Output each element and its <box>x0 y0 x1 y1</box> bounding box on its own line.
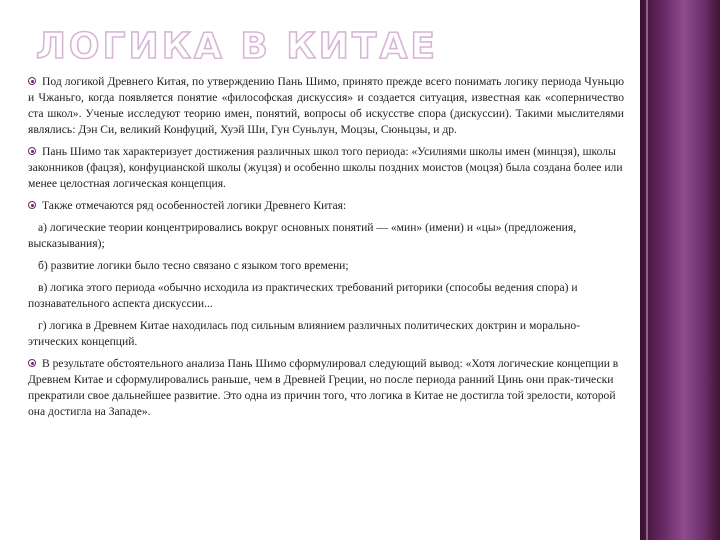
sub-item-c <box>28 280 624 312</box>
sub-item-a-text: а) логические теории концентрировались вокруг основных понятий — «мин» (имени) и «цы» (предложения, высказывания); <box>28 221 577 250</box>
sub-item-b-text: б) развитие логики было тесно связано с языком того времени; <box>38 259 349 272</box>
bullet-icon <box>28 147 36 155</box>
sub-item-d <box>28 318 624 350</box>
sub-item-a <box>28 220 624 252</box>
bullet-icon <box>28 359 36 367</box>
sub-item-b <box>28 258 368 274</box>
paragraph-1-text: Под логикой Древнего Китая, по утверждению Пань Шимо, принято прежде всего понимать логику периода Чуньцю и Чжаньго, когда появляется понятие «философская дискуссия» и создается ситуация, известная как «соперничество ста школ». Ученые исследуют теорию имен, понятий, вопросы об искусстве спора (дискуссии). Такими мыслителями являлись: Дэн Си, великий Конфуций, Хуэй Ши, Гун Суньлун, Моцзы, Сюньцзы, и др. <box>28 75 624 136</box>
bullet-icon <box>28 201 36 209</box>
bullet-icon <box>28 77 36 85</box>
paragraph-3-text: Также отмечаются ряд особенностей логики Древнего Китая: <box>42 199 347 212</box>
paragraph-4 <box>28 356 624 420</box>
paragraph-2-text: Пань Шимо так характеризует достижения различных школ того периода: «Усилиями школы имен (минцзя), школы законников (фацзя), конфуцианской школы (жуцзя) и особенно школы поздних моистов (моцзя) была создана более или менее целостная логическая концепция. <box>28 145 623 190</box>
sub-item-c-text: в) логика этого периода «обычно исходила из практических требований риторики (способы ведения спора) и познавательного аспекта дискуссии... <box>28 281 578 310</box>
slide-content <box>28 74 624 426</box>
paragraph-4-text: В результате обстоятельного анализа Пань Шимо сформулировал следующий вывод: «Хотя логические концепции в Древнем Китае и сформулировались раньше, чем в Древней Греции, но после периода ранний Цинь они прак-тически прекратили свое дальнейшее развитие. Это одна из причин того, что логика в Китае не достигла той зрелости, которой она достигла на Западе». <box>28 357 619 418</box>
paragraph-1 <box>28 74 624 138</box>
sub-item-d-text: г) логика в Древнем Китае находилась под сильным влиянием различных политических доктрин и морально-этических концепций. <box>28 319 581 348</box>
decorative-side-panel <box>640 0 720 540</box>
paragraph-3 <box>28 198 624 214</box>
paragraph-2 <box>28 144 624 192</box>
slide-title: ЛОГИКА В КИТАЕ <box>36 26 438 67</box>
